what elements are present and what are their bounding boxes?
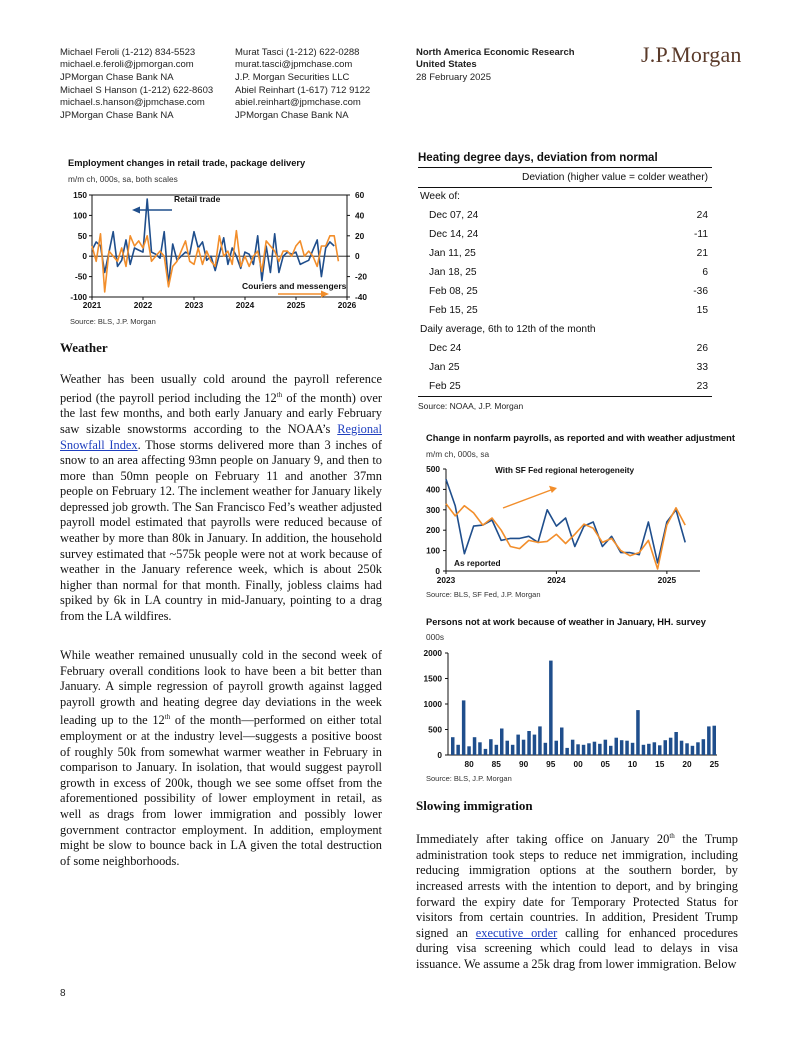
hdd-row bbox=[418, 358, 712, 377]
hdd-section-daily: Daily average, 6th to 12th of the month bbox=[420, 324, 596, 335]
payroll-chart-lines bbox=[446, 479, 685, 569]
hdd-row-value: 33 bbox=[696, 362, 708, 373]
x-tick-label: 25 bbox=[709, 759, 719, 769]
hdd-row bbox=[418, 282, 712, 301]
author-org: JPMorgan Chase Bank NA bbox=[60, 71, 174, 83]
bar bbox=[713, 726, 717, 755]
author-email[interactable]: michael.e.feroli@jpmorgan.com bbox=[60, 59, 194, 71]
bar bbox=[451, 737, 455, 755]
weather-absence-chart-source: Source: BLS, J.P. Morgan bbox=[426, 774, 512, 783]
bar bbox=[685, 743, 689, 755]
x-tick-label: 2024 bbox=[235, 300, 255, 310]
retail-chart-lines bbox=[92, 199, 338, 292]
hdd-row bbox=[418, 301, 712, 320]
y2-tick-label: 40 bbox=[355, 210, 365, 221]
immigration-paragraph: Immediately after taking office on January 20th the Trump administration took steps to reduce net immigration, including reducing immigration options at the southern border, by increased arrests with the intention to deport, and by bringing forward the expiry date for Temporary Protected Status for visitors from certain countries. In addition, President Trump signed an executive order calling for enhanced procedures during visa screening which could lead to delays in visa issuance. We assume a 25k drag from lower immigration. Below bbox=[416, 832, 738, 971]
hdd-table-block bbox=[418, 152, 712, 411]
author-org: JPMorgan Chase Bank NA bbox=[235, 109, 349, 121]
bar bbox=[511, 745, 515, 755]
y-tick-label: 0 bbox=[437, 750, 442, 760]
reported-series-label: As reported bbox=[454, 558, 501, 568]
author-email[interactable]: abiel.reinhart@jpmchase.com bbox=[235, 97, 361, 109]
bar-chart-bars bbox=[451, 661, 716, 756]
bar bbox=[500, 729, 504, 756]
author-name: Michael Feroli (1-212) 834-5523 bbox=[60, 47, 196, 58]
hdd-row-label: Feb 15, 25 bbox=[429, 305, 478, 316]
regional-snowfall-index-link[interactable]: Regional Snowfall Index bbox=[60, 421, 382, 452]
bar bbox=[495, 745, 499, 755]
x-tick-label: 15 bbox=[655, 759, 665, 769]
retail-trade-line bbox=[92, 199, 334, 285]
weather-heading: Weather bbox=[60, 340, 108, 355]
hdd-row-label: Jan 25 bbox=[429, 362, 460, 373]
region: United States bbox=[416, 59, 477, 71]
bar bbox=[533, 735, 537, 755]
hdd-row-label: Dec 07, 24 bbox=[429, 210, 479, 221]
x-tick-label: 80 bbox=[464, 759, 474, 769]
hdd-row-value: 15 bbox=[696, 305, 708, 316]
author-name: Murat Tasci (1-212) 622-0288 bbox=[235, 47, 360, 58]
hdd-row bbox=[418, 377, 712, 396]
y-tick-label: 100 bbox=[426, 545, 440, 556]
y-tick-label: 0 bbox=[82, 251, 87, 262]
y2-tick-label: -20 bbox=[355, 271, 367, 282]
bar bbox=[571, 740, 575, 755]
bar bbox=[691, 746, 695, 755]
weather-absence-chart-title: Persons not at work because of weather in January, HH. survey bbox=[426, 617, 706, 627]
immigration-heading: Slowing immigration bbox=[416, 798, 533, 813]
author-name: Michael S Hanson (1-212) 622-8603 bbox=[60, 85, 214, 96]
y-tick-label: 500 bbox=[426, 464, 440, 474]
y-tick-label: 1000 bbox=[423, 699, 442, 709]
bar bbox=[549, 661, 553, 755]
bar bbox=[456, 745, 460, 755]
x-tick-label: 2023 bbox=[436, 575, 456, 585]
payroll-chart-source: Source: BLS, SF Fed, J.P. Morgan bbox=[426, 590, 541, 599]
y-tick-label: 400 bbox=[426, 484, 440, 495]
x-tick-label: 2023 bbox=[184, 300, 204, 310]
hdd-table-title: Heating degree days, deviation from normal bbox=[418, 152, 712, 168]
x-tick-label: 2025 bbox=[286, 300, 306, 310]
hdd-row-label: Feb 08, 25 bbox=[429, 286, 478, 297]
bar bbox=[473, 737, 477, 755]
author-tasci bbox=[235, 47, 359, 84]
y-tick-label: -50 bbox=[75, 271, 87, 282]
payroll-chart bbox=[415, 462, 705, 590]
hdd-row-value: 26 bbox=[696, 343, 708, 354]
hdd-section-weeks: Week of: bbox=[420, 191, 461, 203]
bar bbox=[538, 726, 542, 755]
bar bbox=[522, 740, 526, 755]
weather-paragraph-1: Weather has been usually cold around the payroll reference period (the payroll period including the 12th of the month) over the last few months, and both early January and early February saw sizable snowstorms according to the NOAA’s Regional Snowfall Index. Those storms delivered more than 3 inches of snow to an area affecting 93mn people on January 9, and then to more than 50mn people on February 11 and another 37mn people on February 12. The inclement weather for January likely depressed job growth. The San Francisco Fed’s weather adjusted payroll model estimated that payrolls were reduced because of weather by more than 80k in January. In addition, the household survey estimated that ~575k people were not at work because of weather in the January reference week, which is about 250k higher than normal for that month. Finally, jobless claims had spiked by 6k in LA country in mid-January, pointing to a drag from the LA wildfires. bbox=[60, 372, 382, 624]
hdd-row bbox=[418, 206, 712, 225]
bar bbox=[565, 748, 569, 755]
y-tick-label: 50 bbox=[77, 230, 87, 241]
adjusted-series-arrow bbox=[503, 490, 551, 508]
bar bbox=[609, 746, 613, 755]
adjusted-series-arrowhead bbox=[549, 486, 557, 493]
bar bbox=[478, 742, 482, 755]
bar bbox=[462, 700, 466, 755]
hdd-row-value: 24 bbox=[696, 210, 708, 221]
y-tick-label: 100 bbox=[73, 210, 87, 221]
bar bbox=[604, 740, 608, 755]
y-tick-label: 150 bbox=[73, 190, 87, 200]
author-name: Abiel Reinhart (1-617) 712 9122 bbox=[235, 85, 371, 96]
bar bbox=[593, 742, 597, 755]
weather-absence-bar-chart bbox=[415, 645, 725, 775]
bar bbox=[620, 740, 624, 755]
y2-tick-label: -40 bbox=[355, 292, 367, 302]
report-info bbox=[416, 47, 575, 84]
hdd-row-label: Dec 24 bbox=[429, 343, 462, 354]
y-tick-label: 200 bbox=[426, 525, 440, 536]
bar bbox=[653, 742, 657, 755]
hdd-row-value: -36 bbox=[693, 286, 708, 297]
bar bbox=[560, 728, 564, 756]
x-tick-label: 20 bbox=[682, 759, 692, 769]
bar bbox=[467, 746, 471, 755]
author-feroli bbox=[60, 47, 195, 84]
bar bbox=[658, 745, 662, 755]
x-tick-label: 2026 bbox=[337, 300, 357, 310]
bar bbox=[615, 738, 619, 755]
retail-couriers-chart bbox=[60, 186, 380, 316]
department: North America Economic Research bbox=[416, 47, 575, 58]
author-reinhart bbox=[235, 85, 370, 122]
bar bbox=[707, 726, 711, 755]
bar bbox=[631, 743, 635, 755]
bar bbox=[625, 741, 629, 755]
bar bbox=[527, 731, 531, 755]
author-org: J.P. Morgan Securities LLC bbox=[235, 71, 350, 83]
hdd-row-label: Feb 25 bbox=[429, 381, 461, 392]
bar bbox=[598, 744, 602, 755]
x-tick-label: 2025 bbox=[657, 575, 677, 585]
x-tick-label: 10 bbox=[627, 759, 638, 769]
x-tick-label: 85 bbox=[491, 759, 501, 769]
hdd-table-source: Source: NOAA, J.P. Morgan bbox=[418, 401, 524, 411]
hdd-row bbox=[418, 263, 712, 282]
y-tick-label: 0 bbox=[435, 566, 440, 576]
couriers-legend-arrowhead bbox=[321, 291, 329, 298]
bar bbox=[642, 745, 646, 755]
bar bbox=[702, 739, 706, 755]
executive-order-link[interactable]: executive order bbox=[475, 925, 558, 940]
bar bbox=[489, 739, 493, 755]
jpmorgan-logo: J.P.Morgan bbox=[641, 42, 742, 67]
bar bbox=[544, 743, 548, 755]
y2-tick-label: 20 bbox=[355, 230, 365, 241]
x-tick-label: 2022 bbox=[133, 300, 153, 310]
weather-absence-chart-subtitle: 000s bbox=[426, 632, 444, 642]
author-email[interactable]: michael.s.hanson@jpmchase.com bbox=[60, 97, 205, 109]
y-tick-label: 1500 bbox=[423, 673, 442, 684]
retail-chart-title: Employment changes in retail trade, package delivery bbox=[68, 158, 306, 168]
bar bbox=[674, 732, 678, 755]
author-hanson bbox=[60, 85, 213, 122]
bar bbox=[669, 738, 673, 755]
weather-paragraph-2: While weather remained unusually cold in the second week of February overall conditions look to have been a bit better than January. A simple regression of payroll growth against lagged payroll growth and heating degree day deviations in the week leading up to the 12th of the month—performed on either total employment or at the industry level—suggests a positive boost of roughly 50k from somewhat warmer weather in February in comparison to January. In isolation, that would suggest payroll growth in excess of 200k, though we see some offset from the aforementioned possibility of lower employment in retail, as well as drags from lower immigration and possibly lower government contractor employment. In addition, employment might be slow to bounce back in LA given the total destruction of some neighborhoods. bbox=[60, 648, 383, 868]
couriers-legend-label: Couriers and messengers bbox=[242, 281, 347, 291]
bar bbox=[664, 740, 668, 755]
bar bbox=[576, 744, 580, 755]
hdd-row-value: 23 bbox=[696, 381, 708, 392]
hdd-row bbox=[418, 244, 712, 263]
payroll-chart-subtitle: m/m ch, 000s, sa bbox=[426, 449, 490, 459]
retail-legend-label: Retail trade bbox=[174, 194, 221, 204]
adjusted-series-label: With SF Fed regional heterogeneity bbox=[495, 465, 635, 475]
hdd-table bbox=[418, 168, 712, 396]
hdd-row-label: Jan 18, 25 bbox=[429, 267, 477, 278]
hdd-row-value: -11 bbox=[694, 229, 708, 240]
y2-tick-label: 60 bbox=[355, 190, 365, 200]
hdd-row bbox=[418, 339, 712, 358]
bar bbox=[680, 741, 684, 755]
x-tick-label: 2024 bbox=[547, 575, 566, 585]
payroll-chart-title: Change in nonfarm payrolls, as reported and with weather adjustment bbox=[426, 433, 735, 443]
x-tick-label: 05 bbox=[600, 759, 610, 769]
bar bbox=[506, 741, 510, 755]
y2-tick-label: 0 bbox=[355, 251, 360, 262]
x-tick-label: 2021 bbox=[82, 300, 102, 310]
hdd-row-label: Jan 11, 25 bbox=[429, 248, 476, 259]
retail-legend-arrowhead bbox=[132, 207, 140, 214]
bar bbox=[555, 741, 559, 755]
bar bbox=[636, 710, 640, 755]
hdd-row-value: 21 bbox=[696, 248, 708, 259]
bar bbox=[582, 745, 586, 755]
bar bbox=[647, 744, 651, 755]
hdd-row-label: Dec 14, 24 bbox=[429, 229, 479, 240]
bar bbox=[516, 735, 520, 755]
retail-chart-source: Source: BLS, J.P. Morgan bbox=[70, 317, 156, 326]
bar bbox=[587, 743, 591, 755]
report-date: 28 February 2025 bbox=[416, 71, 491, 83]
y-tick-label: 300 bbox=[426, 504, 440, 515]
hdd-row-value: 6 bbox=[702, 267, 708, 278]
x-tick-label: 95 bbox=[546, 759, 556, 769]
hdd-row bbox=[418, 225, 712, 244]
y-tick-label: 2000 bbox=[423, 648, 442, 658]
author-email[interactable]: murat.tasci@jpmchase.com bbox=[235, 59, 353, 71]
page-number: 8 bbox=[60, 988, 66, 999]
reported-payrolls-line bbox=[446, 479, 685, 563]
bar bbox=[696, 742, 700, 755]
hdd-col-header: Deviation (higher value = colder weather) bbox=[418, 168, 712, 187]
y-tick-label: 500 bbox=[428, 724, 442, 735]
retail-chart-subtitle: m/m ch, 000s, sa, both scales bbox=[68, 174, 178, 184]
x-tick-label: 00 bbox=[573, 759, 583, 769]
author-org: JPMorgan Chase Bank NA bbox=[60, 109, 174, 121]
y-tick-label: -100 bbox=[70, 292, 87, 302]
x-tick-label: 90 bbox=[518, 759, 529, 769]
bar bbox=[484, 749, 488, 755]
